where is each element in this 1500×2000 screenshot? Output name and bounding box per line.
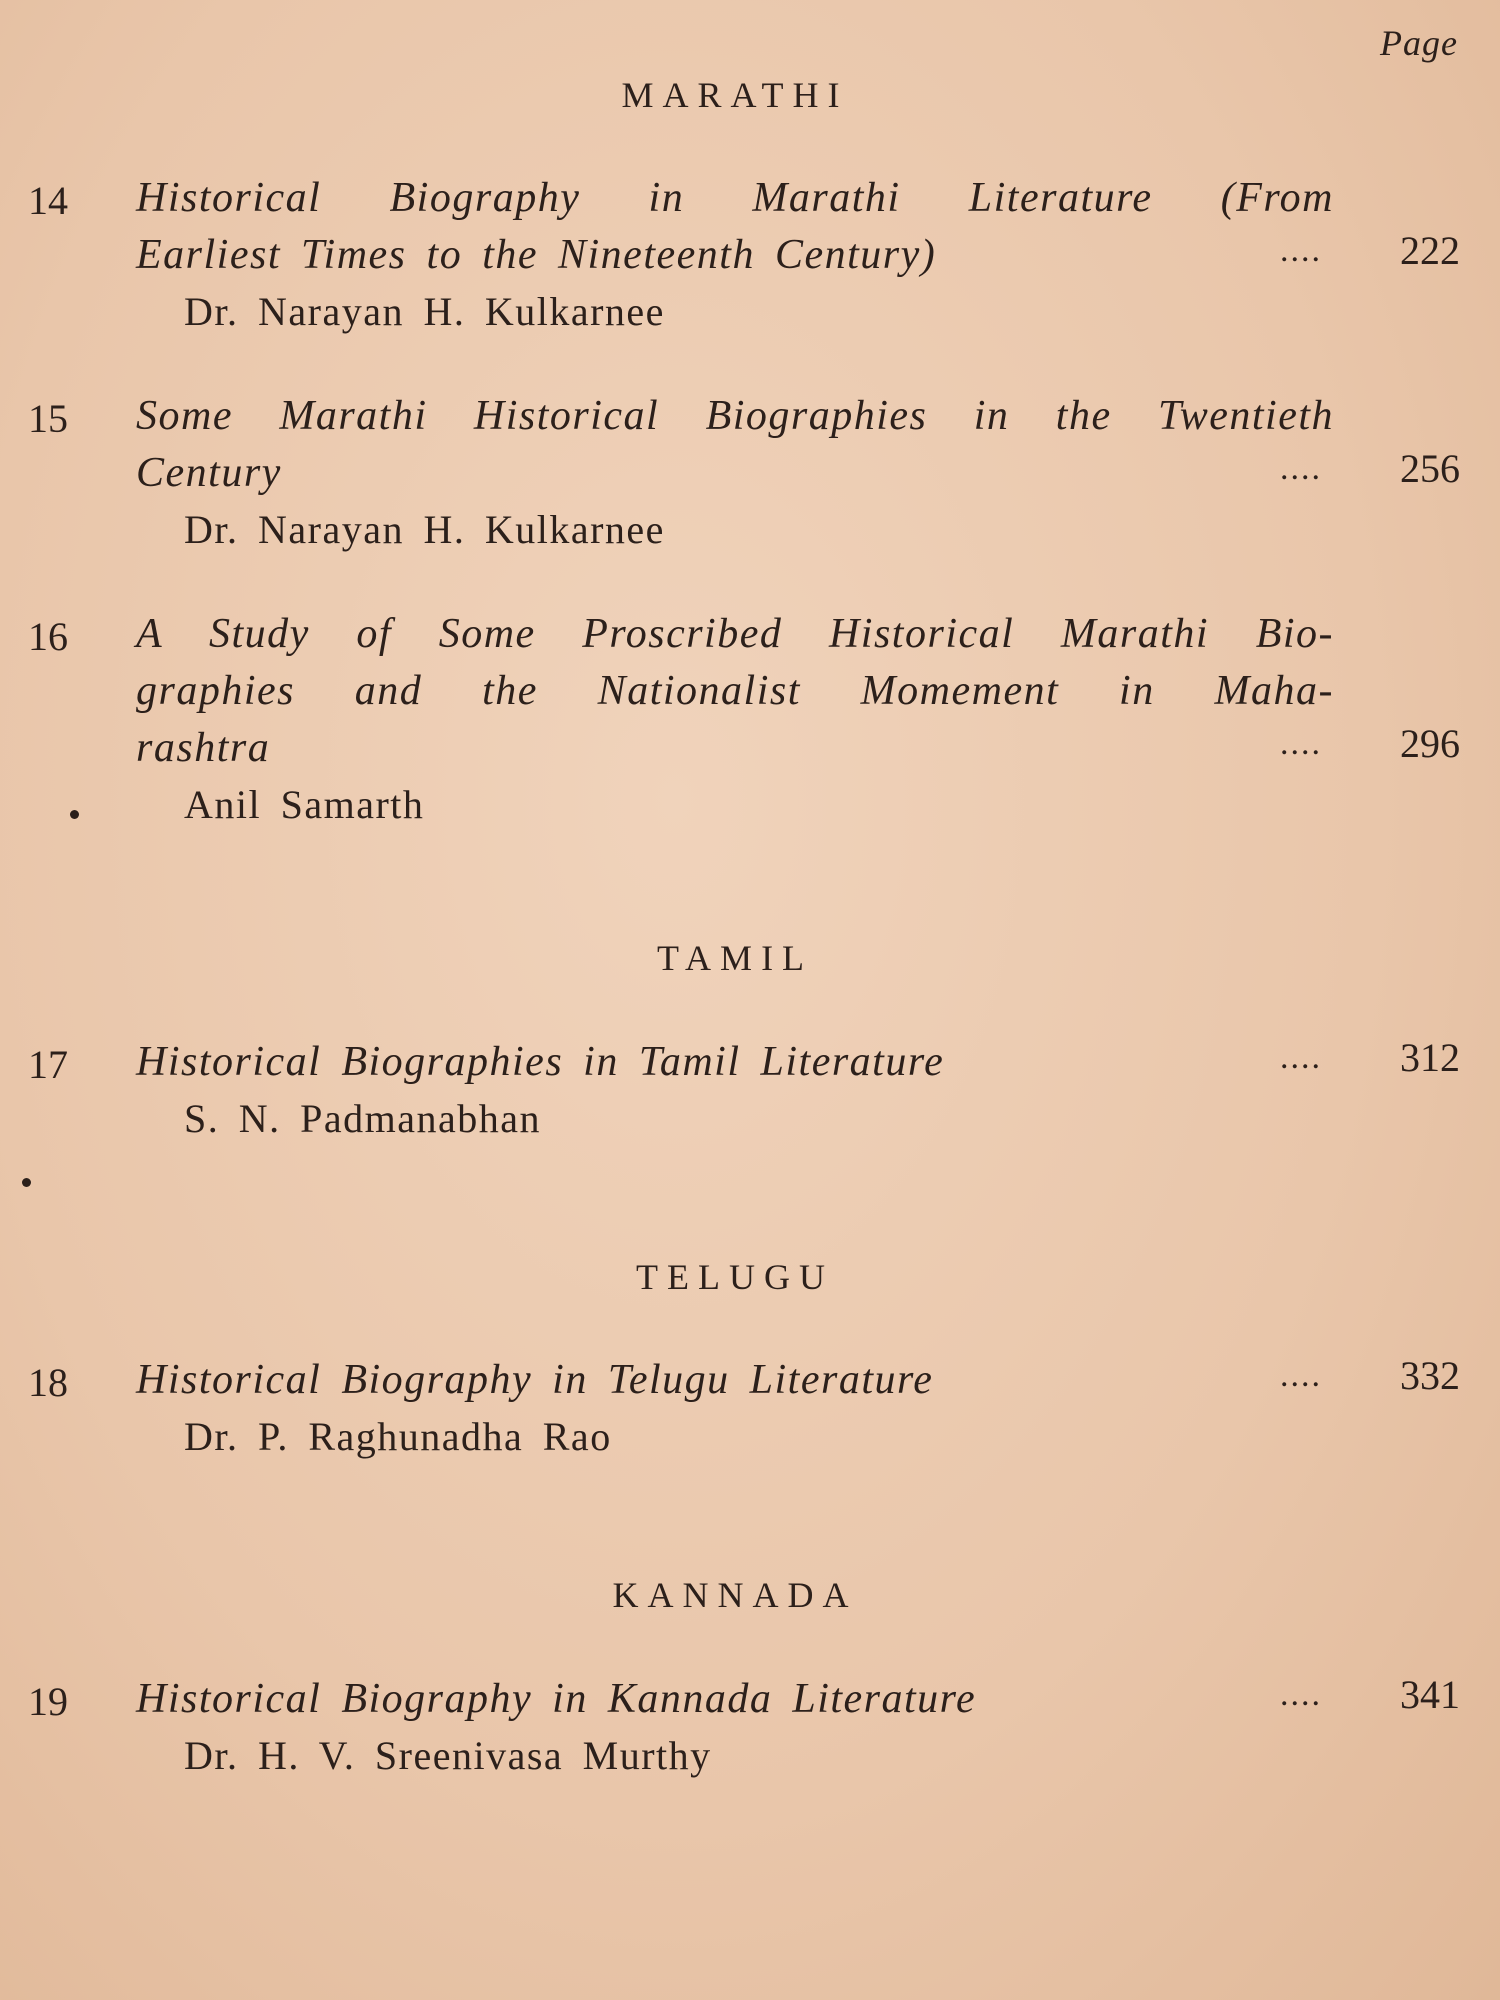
- section-heading-telugu: TELUGU: [636, 1257, 834, 1297]
- entry-title-line: Historical Biography in Kannada Literature: [136, 1676, 977, 1722]
- entry-title: [136, 388, 1334, 502]
- entry-author: Dr. Narayan H. Kulkarnee: [184, 507, 665, 552]
- entry-title-line: Historical Biographies in Tamil Literature: [136, 1039, 945, 1085]
- dot-leader: ....: [1280, 725, 1322, 762]
- entry-title: [136, 1034, 1334, 1091]
- dot-leader: ....: [1280, 1357, 1322, 1394]
- entry-title: [136, 1352, 1334, 1409]
- section-heading-marathi: MARATHI: [621, 75, 849, 115]
- entry-title-line: Century: [136, 450, 282, 496]
- entry-page-number: 256: [1400, 446, 1460, 491]
- entry-number: 14: [28, 178, 68, 223]
- entry-number: 17: [28, 1042, 68, 1087]
- dot-leader: ....: [1280, 1039, 1322, 1076]
- bullet-mark: [22, 1178, 31, 1187]
- entry-author: Anil Samarth: [184, 782, 425, 827]
- entry-title-line: rashtra: [136, 725, 271, 771]
- page-column-label: Page: [1380, 23, 1458, 63]
- entry-title-line: Historical Biography in Marathi Literature (From: [136, 175, 1334, 221]
- entry-author: S. N. Padmanabhan: [184, 1096, 542, 1141]
- entry-title: [136, 170, 1334, 284]
- entry-page-number: 222: [1400, 228, 1460, 273]
- section-heading-kannada: KANNADA: [612, 1575, 858, 1615]
- entry-author: Dr. P. Raghunadha Rao: [184, 1414, 612, 1459]
- entry-number: 15: [28, 396, 68, 441]
- dot-leader: ....: [1280, 1676, 1322, 1713]
- entry-page-number: 341: [1400, 1672, 1460, 1717]
- entry-author: Dr. H. V. Sreenivasa Murthy: [184, 1733, 712, 1778]
- entry-number: 16: [28, 614, 68, 659]
- entry-title: [136, 606, 1334, 777]
- dot-leader: ....: [1280, 232, 1322, 269]
- entry-title-line: graphies and the Nationalist Momement in Maha-: [136, 668, 1334, 714]
- entry-title: [136, 1671, 1334, 1728]
- dot-leader: ....: [1280, 450, 1322, 487]
- entry-page-number: 296: [1400, 721, 1460, 766]
- entry-title-line: Historical Biography in Telugu Literature: [136, 1357, 934, 1403]
- entry-page-number: 332: [1400, 1353, 1460, 1398]
- entry-title-line: Earliest Times to the Nineteenth Century): [136, 232, 937, 278]
- entry-number: 19: [28, 1679, 68, 1724]
- entry-author: Dr. Narayan H. Kulkarnee: [184, 289, 665, 334]
- entry-title-line: Some Marathi Historical Biographies in the Twentieth: [136, 393, 1334, 439]
- bullet-mark: [70, 810, 79, 819]
- entry-title-line: A Study of Some Proscribed Historical Marathi Bio-: [136, 611, 1334, 657]
- entry-number: 18: [28, 1360, 68, 1405]
- section-heading-tamil: TAMIL: [656, 938, 814, 978]
- entry-page-number: 312: [1400, 1035, 1460, 1080]
